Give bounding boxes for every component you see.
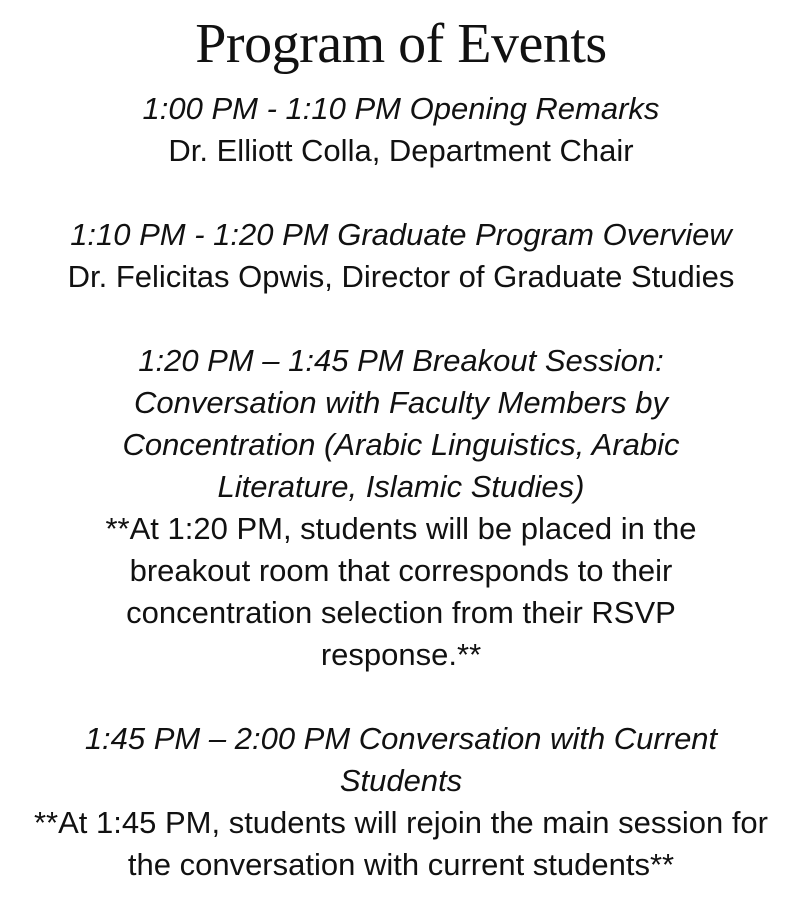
event-detail: Dr. Elliott Colla, Department Chair [168, 133, 634, 168]
event-detail: Dr. Felicitas Opwis, Director of Graduate Studies [67, 259, 735, 294]
event-detail: **At 1:45 PM, students will rejoin the main session for the conversation with current students** [33, 805, 768, 882]
event-heading: 1:45 PM – 2:00 PM Conversation with Current Students [84, 721, 718, 798]
event-detail: **At 1:20 PM, students will be placed in the breakout room that corresponds to their concentration selection from their RSVP response.** [105, 511, 697, 672]
event-heading: 1:20 PM – 1:45 PM Breakout Session: Conversation with Faculty Members by Concentration (Arabic Linguistics, Arabic Literature, Islamic Studies) [122, 343, 680, 504]
event-heading: 1:00 PM - 1:10 PM Opening Remarks [142, 91, 660, 126]
page-title: Program of Events [195, 13, 607, 75]
event-opening-remarks [31, 88, 771, 172]
event-heading: 1:10 PM - 1:20 PM Graduate Program Overview [70, 217, 732, 252]
event-breakout-session [76, 340, 726, 676]
event-current-students [31, 718, 771, 886]
event-graduate-program-overview [31, 214, 771, 298]
